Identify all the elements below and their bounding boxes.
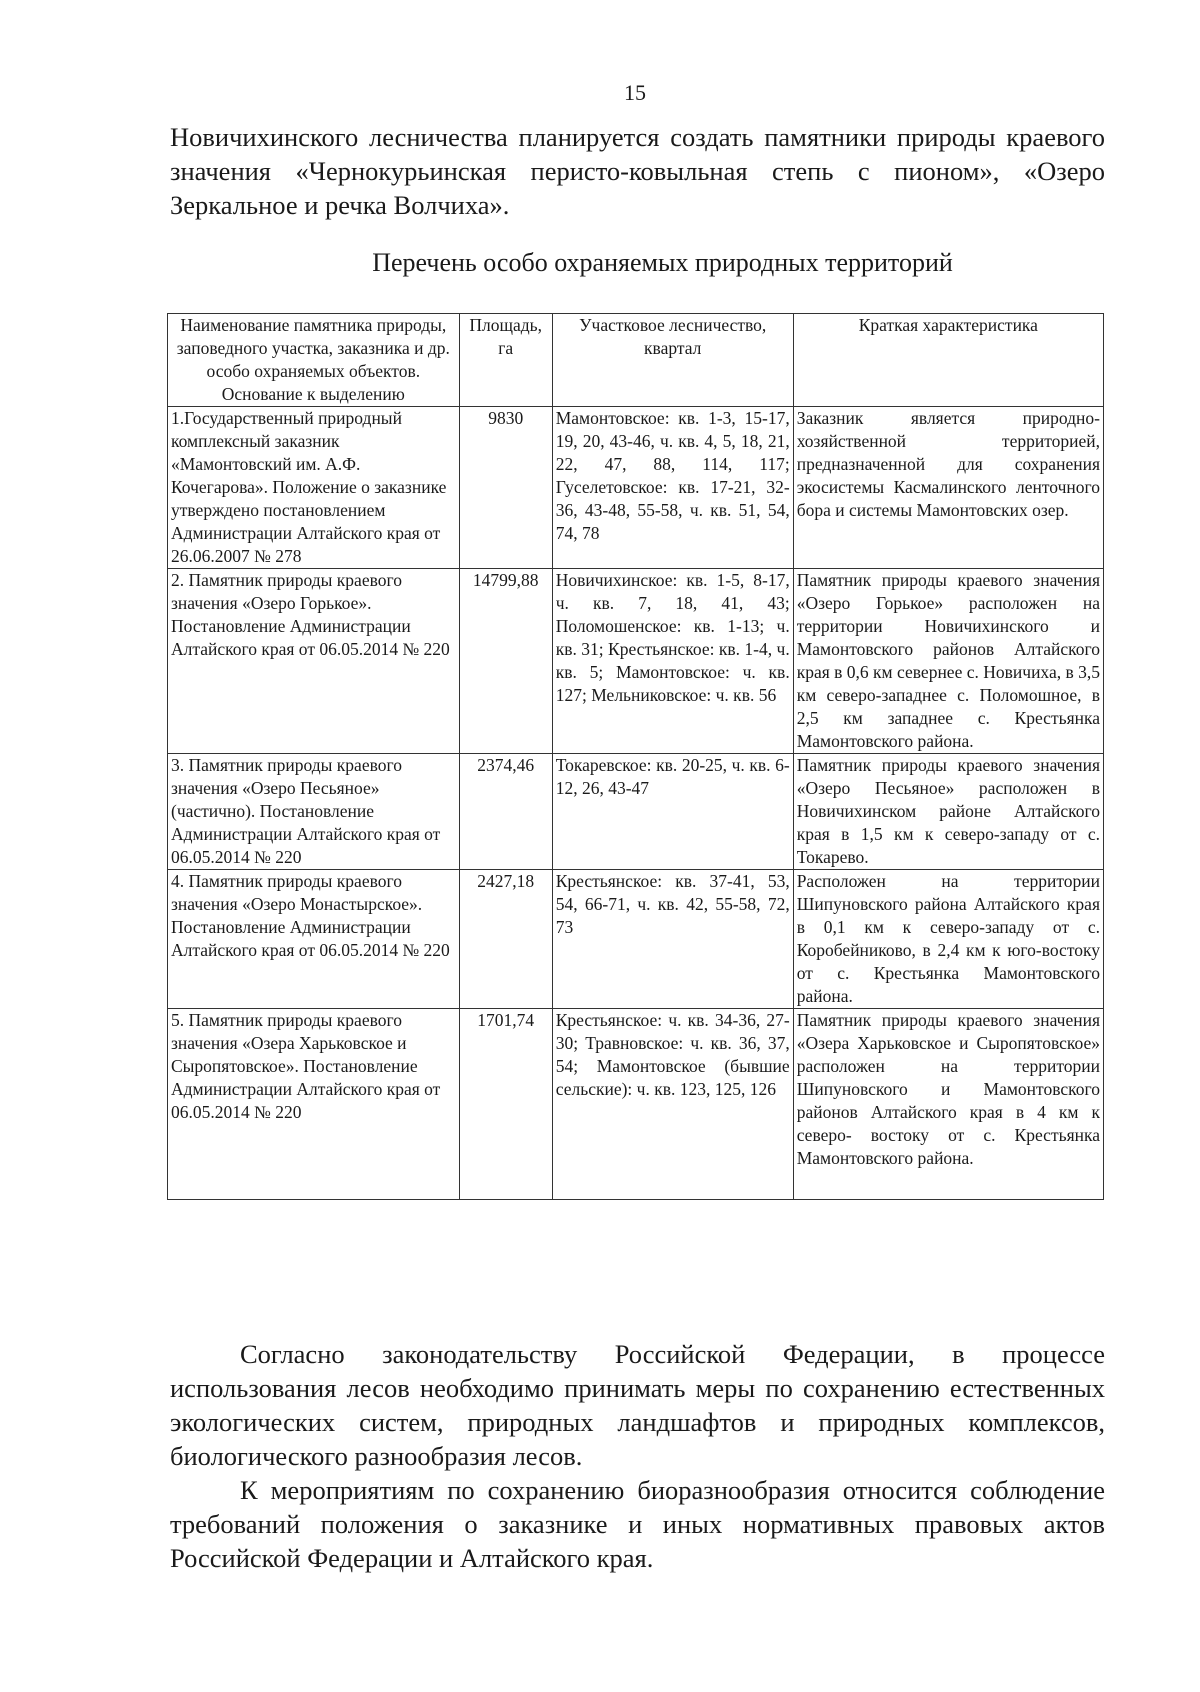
table-row [168,754,1104,870]
cell-area: 1701,74 [459,1009,552,1200]
closing-paragraph: К мероприятиям по сохранению биоразнообразия относится соблюдение требований положения о заказнике и иных нормативных правовых актов Российской Федерации и Алтайского края. [170,1475,1105,1573]
cell-forestry: Крестьянское: кв. 37-41, 53, 54, 66-71, ч. кв. 42, 55-58, 72, 73 [552,870,793,1009]
cell-area: 2374,46 [459,754,552,870]
page-number: 15 [624,80,646,105]
cell-description: Заказник является природно-хозяйственной территорией, предназначенной для сохранения экосистемы Касмалинского ленточного бора и системы Мамонтовских озер. [793,407,1103,569]
header-name: Наименование памятника природы, заповедного участка, заказника и др. особо охраняемых объектов. Основание к выделению [168,314,460,407]
cell-area: 14799,88 [459,569,552,754]
cell-forestry: Мамонтовское: кв. 1-3, 15-17, 19, 20, 43-46, ч. кв. 4, 5, 18, 21, 22, 47, 88, 114, 117; Гуселетовское: кв. 17-21, 32-36, 43-48, 55-58, ч. кв. 51, 54, 74, 78 [552,407,793,569]
protected-areas-table [167,313,1104,1200]
closing-text [170,1337,1105,1575]
cell-name: 1.Государственный природный комплексный заказник «Мамонтовский им. А.Ф. Кочегарова». Положение о заказнике утверждено постановлением Администрации Алтайского края от 26.06.2007 № 278 [168,407,460,569]
cell-description: Расположен на территории Шипуновского района Алтайского края в 0,1 км к северо-западу от с. Коробейниково, в 2,4 км к юго-востоку от с. Крестьянка Мамонтовского района. [793,870,1103,1009]
table-row [168,407,1104,569]
cell-area: 9830 [459,407,552,569]
cell-forestry: Крестьянское: ч. кв. 34-36, 27-30; Травновское: ч. кв. 36, 37, 54; Мамонтовское (бывшие сельские): ч. кв. 123, 125, 126 [552,1009,793,1200]
cell-name: 2. Памятник природы краевого значения «Озеро Горькое». Постановление Администрации Алтайского края от 06.05.2014 № 220 [168,569,460,754]
cell-name: 3. Памятник природы краевого значения «Озеро Песьяное» (частично). Постановление Администрации Алтайского края от 06.05.2014 № 220 [168,754,460,870]
cell-description: Памятник природы краевого значения «Озеро Горькое» расположен на территории Новичихинского и Мамонтовского районов Алтайского края в 0,6 км севернее с. Новичиха, в 3,5 км северо-западнее с. Поломошное, в 2,5 км западнее с. Крестьянка Мамонтовского района. [793,569,1103,754]
table-header-row [168,314,1104,407]
header-description: Краткая характеристика [793,314,1103,407]
cell-area: 2427,18 [459,870,552,1009]
cell-forestry: Токаревское: кв. 20-25, ч. кв. 6-12, 26, 43-47 [552,754,793,870]
intro-paragraph: Новичихинского лесничества планируется создать памятники природы краевого значения «Чернокурьинская перисто-ковыльная степь с пионом», «Озеро Зеркальное и речка Волчиха». [170,122,1105,220]
cell-name: 5. Памятник природы краевого значения «Озера Харьковское и Сыропятовское». Постановление Администрации Алтайского края от 06.05.2014 № 220 [168,1009,460,1200]
header-area: Площадь, га [459,314,552,407]
cell-description: Памятник природы краевого значения «Озера Харьковское и Сыропятовское» расположен на территории Шипуновского и Мамонтовского районов Алтайского края в 4 км к северо- востоку от с. Крестьянка Мамонтовского района. [793,1009,1103,1200]
table-row [168,1009,1104,1200]
cell-name: 4. Памятник природы краевого значения «Озеро Монастырское». Постановление Администрации Алтайского края от 06.05.2014 № 220 [168,870,460,1009]
table-title: Перечень особо охраняемых природных территорий [372,248,953,277]
cell-forestry: Новичихинское: кв. 1-5, 8-17, ч. кв. 7, 18, 41, 43; Поломошенское: кв. 1-13; ч. кв. 31; Крестьянское: кв. 1-4, ч. кв. 5; Мамонтовское: ч. кв. 127; Мельниковское: ч. кв. 56 [552,569,793,754]
header-forestry: Участковое лесничество, квартал [552,314,793,407]
cell-description: Памятник природы краевого значения «Озеро Песьяное» расположен в Новичихинском районе Алтайского края в 1,5 км к северо-западу от с. Токарево. [793,754,1103,870]
closing-paragraph: Согласно законодательству Российской Федерации, в процессе использования лесов необходимо принимать меры по сохранению естественных экологических систем, природных ландшафтов и природных комплексов, биологического разнообразия лесов. [170,1339,1105,1471]
table-row [168,569,1104,754]
table-row [168,870,1104,1009]
